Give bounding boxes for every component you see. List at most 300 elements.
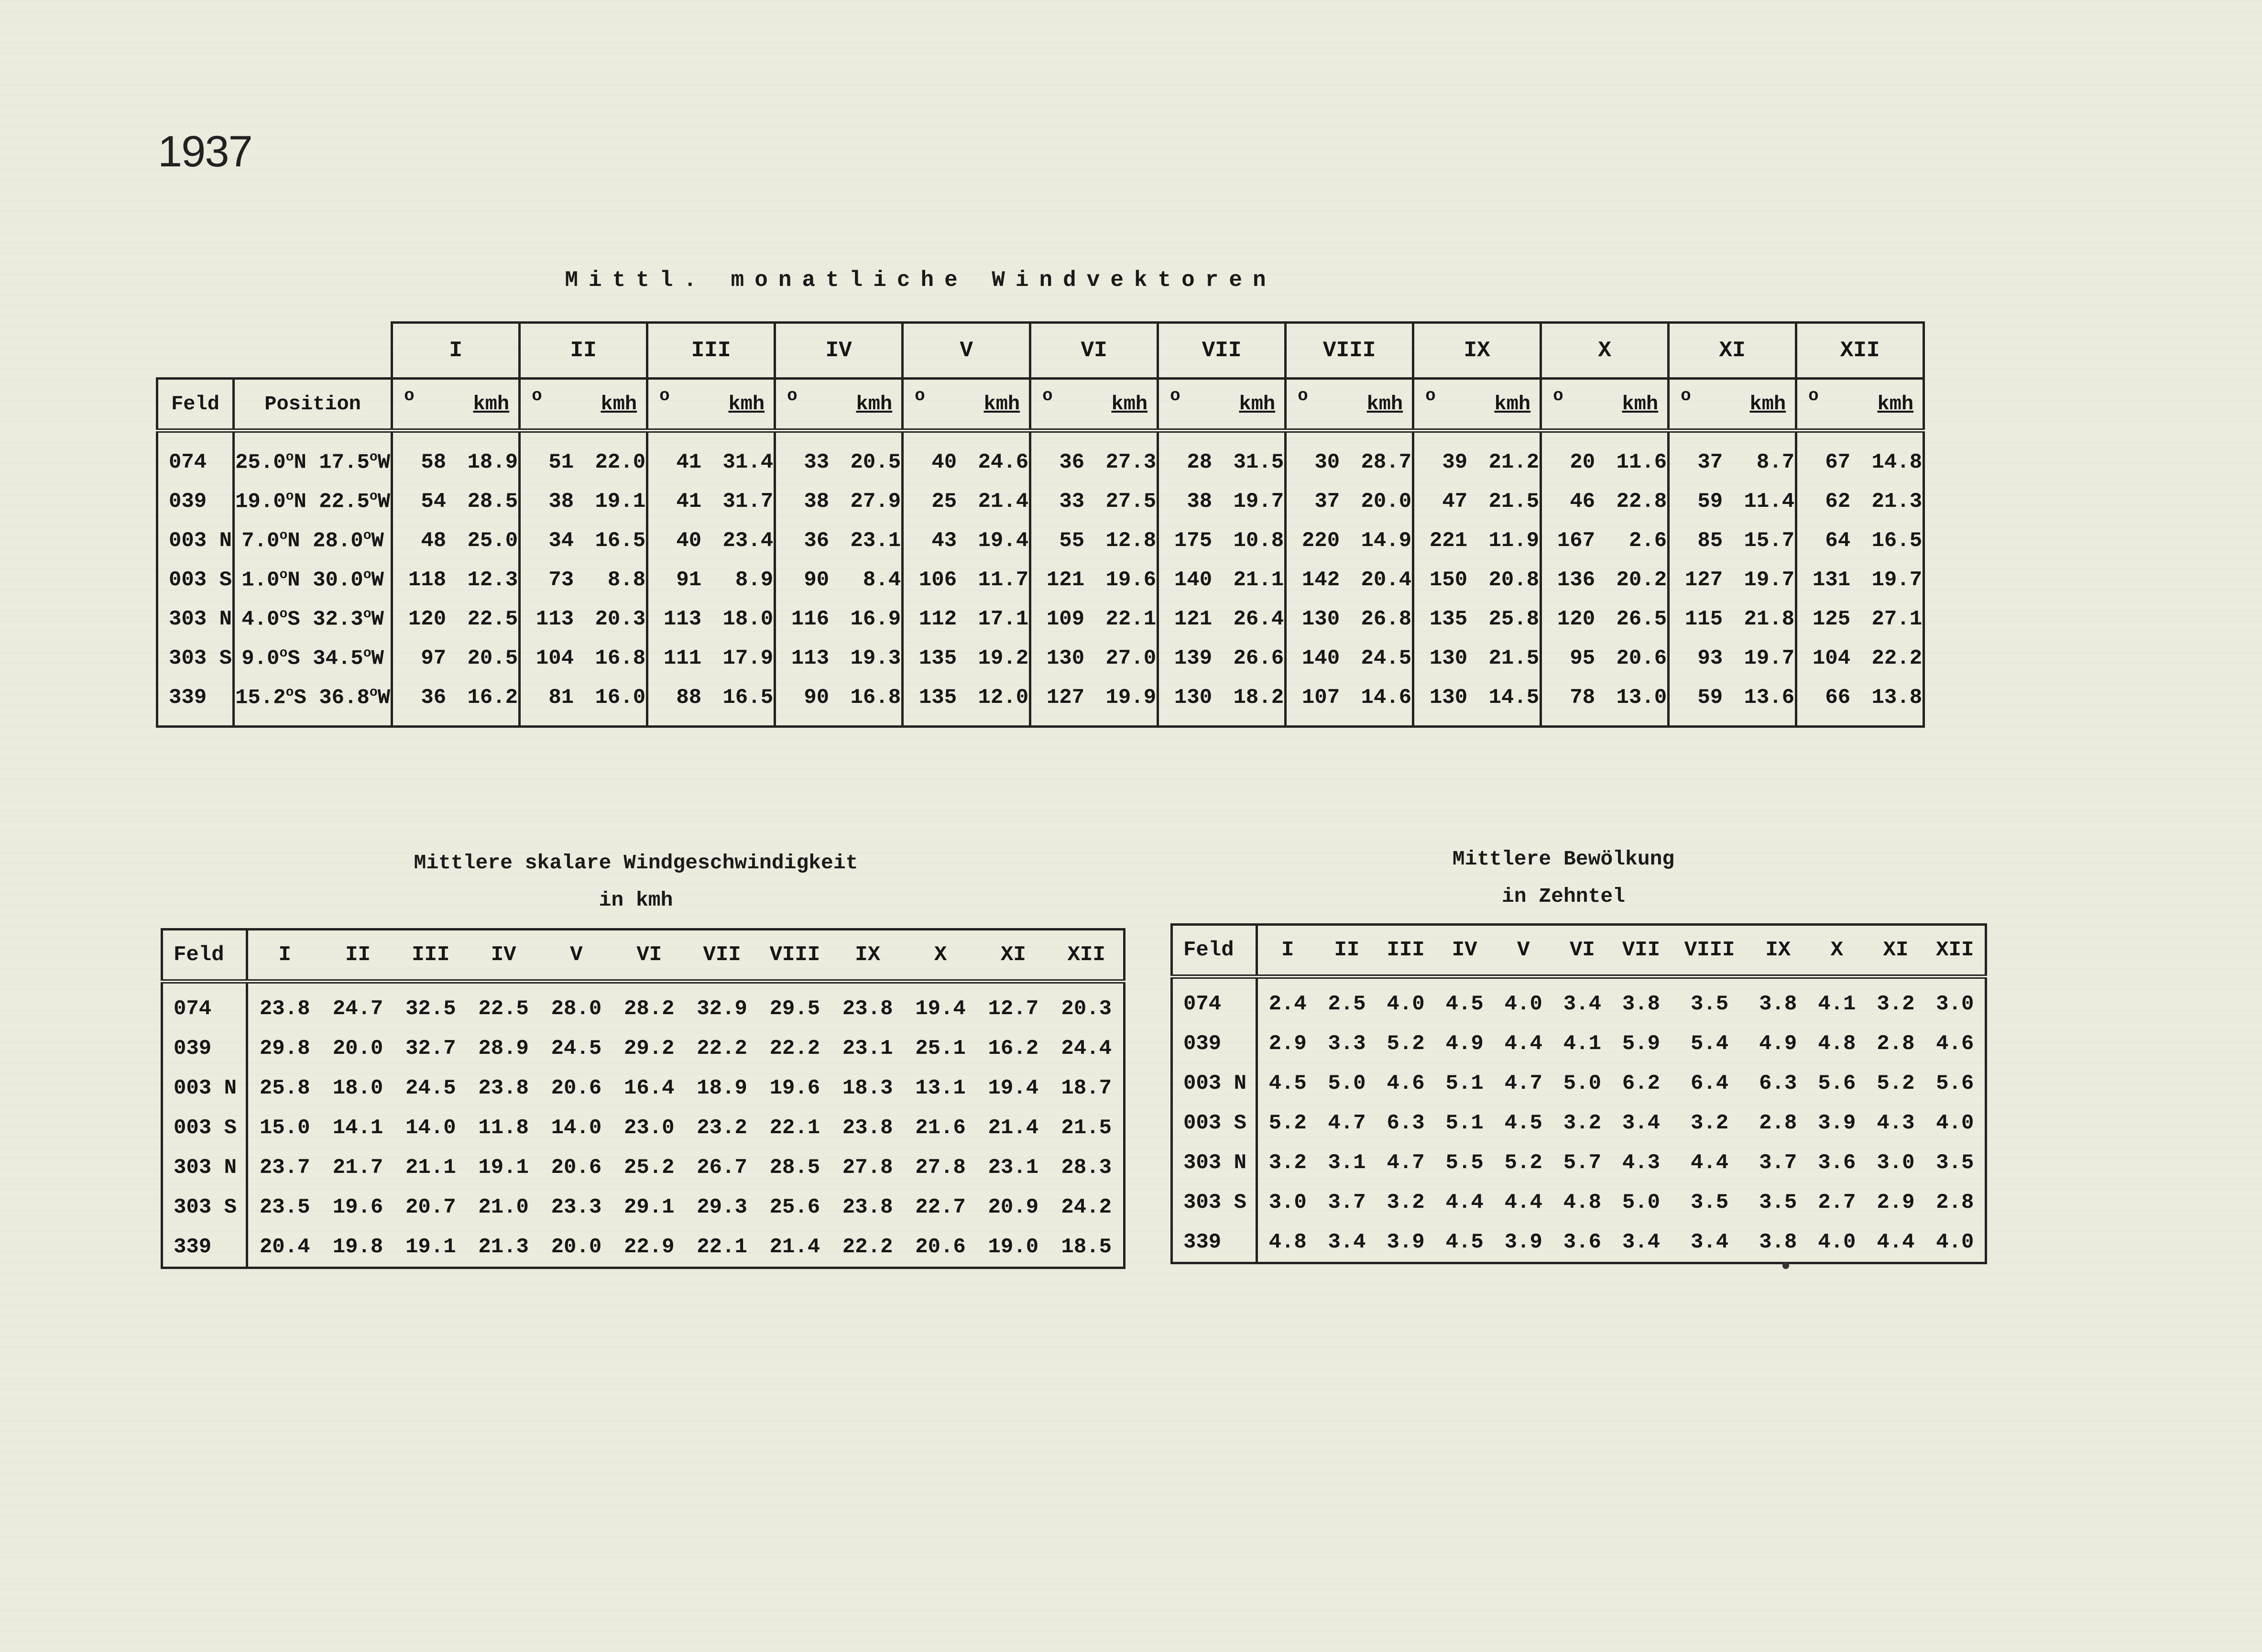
longitude: 22.5	[319, 490, 370, 514]
direction-value: 37	[1314, 490, 1340, 514]
direction-value: 37	[1697, 450, 1723, 474]
value-cell: 19.6	[332, 1195, 383, 1219]
speed-value: 21.2	[1488, 450, 1540, 474]
month-header: IV	[1435, 925, 1494, 977]
value-cell: 6.3	[1759, 1071, 1797, 1095]
speed-value: 23.1	[850, 529, 901, 553]
degree-unit: o	[1681, 386, 1691, 405]
position-cell	[234, 521, 392, 560]
direction-value: 118	[408, 568, 447, 592]
vector-cell	[903, 600, 1030, 639]
vector-value	[1287, 646, 1411, 670]
value-cell: 25.1	[915, 1036, 966, 1061]
value-cell: 3.6	[1818, 1150, 1856, 1175]
degree-unit: o	[1808, 386, 1819, 405]
direction-value: 88	[676, 686, 702, 710]
value-cell: 28.5	[769, 1155, 820, 1180]
direction-value: 54	[421, 490, 447, 514]
col-position: Position	[234, 379, 392, 431]
vector-value	[521, 529, 645, 553]
value-cell: 24.5	[551, 1036, 602, 1061]
direction-value: 116	[791, 607, 830, 631]
degree-unit: o	[404, 386, 415, 405]
vector-cell	[1413, 678, 1541, 727]
direction-value: 135	[918, 686, 957, 710]
vector-cell	[903, 482, 1030, 521]
feld-cell: 303 S	[1172, 1182, 1257, 1222]
direction-value: 127	[1684, 568, 1723, 592]
value-cell: 19.1	[405, 1235, 456, 1259]
speed-value: 14.8	[1871, 450, 1923, 474]
vector-value	[1542, 686, 1667, 710]
vector-value	[1670, 646, 1794, 670]
speed-value: 22.1	[1105, 607, 1157, 631]
vector-cell	[520, 431, 647, 482]
value-cell: 4.7	[1504, 1071, 1542, 1095]
vector-value	[904, 450, 1028, 474]
direction-value: 130	[1429, 646, 1468, 670]
table-row	[1172, 1143, 1986, 1182]
value-cell: 3.4	[1622, 1230, 1661, 1254]
position-cell	[234, 482, 392, 521]
value-cell: 3.2	[1691, 1111, 1729, 1135]
speed-value: 19.1	[595, 490, 646, 514]
cloud-title-line1: Mittlere Bewölkung	[1452, 847, 1675, 871]
vector-cell	[1030, 600, 1158, 639]
degree-unit: o	[659, 386, 670, 405]
speed-value: 16.9	[850, 607, 901, 631]
longitude: 34.5	[313, 646, 363, 671]
value-cell: 5.2	[1268, 1111, 1307, 1135]
value-cell: 20.9	[988, 1195, 1039, 1219]
vector-cell	[1796, 678, 1924, 727]
lon-hemisphere: W	[371, 607, 384, 632]
value-cell: 22.2	[697, 1036, 747, 1061]
speed-value: 14.5	[1488, 686, 1540, 710]
value-cell: 4.0	[1936, 1111, 1974, 1135]
kmh-unit: kmh	[1239, 393, 1276, 416]
vector-value	[649, 568, 773, 592]
unit-pair	[649, 386, 773, 416]
vector-cell	[392, 639, 520, 678]
lat-hemisphere: S	[287, 646, 300, 671]
table-row	[1172, 1182, 1986, 1222]
vector-value	[1798, 450, 1922, 474]
value-cell: 2.8	[1877, 1031, 1915, 1056]
value-cell: 25.8	[259, 1076, 310, 1100]
direction-value: 55	[1059, 529, 1085, 553]
speed-value: 8.8	[607, 568, 646, 592]
direction-value: 73	[548, 568, 574, 592]
table-row	[162, 1187, 1125, 1227]
speed-value: 11.6	[1616, 450, 1667, 474]
direction-value: 90	[804, 568, 830, 592]
speed-value: 17.9	[722, 646, 774, 670]
longitude: 30.0	[313, 568, 363, 592]
vector-cell	[1413, 600, 1541, 639]
value-cell: 4.9	[1759, 1031, 1797, 1056]
direction-value: 90	[804, 686, 830, 710]
month-header: VI	[1030, 323, 1158, 379]
vector-value	[1670, 490, 1794, 514]
kmh-unit: kmh	[473, 393, 510, 416]
value-cell: 3.0	[1936, 992, 1974, 1016]
speed-value: 21.3	[1871, 490, 1923, 514]
unit-header	[1541, 379, 1669, 431]
speed-value: 25.0	[467, 529, 518, 553]
latitude: 1.0	[241, 568, 280, 592]
vector-cell	[903, 560, 1030, 600]
vector-value	[776, 686, 901, 710]
speed-value: 16.8	[595, 646, 646, 670]
vector-cell	[1030, 482, 1158, 521]
direction-value: 127	[1046, 686, 1085, 710]
vector-cell	[1796, 521, 1924, 560]
vector-value	[1798, 529, 1922, 553]
vector-value	[393, 607, 518, 631]
value-cell: 18.3	[842, 1076, 893, 1100]
direction-value: 130	[1301, 607, 1340, 631]
col-feld: Feld	[162, 930, 247, 982]
value-cell: 27.8	[915, 1155, 966, 1180]
speed-value: 16.8	[850, 686, 901, 710]
lon-hemisphere: W	[371, 529, 384, 553]
vector-cell	[1030, 521, 1158, 560]
value-cell: 4.9	[1445, 1031, 1484, 1056]
vector-cell	[647, 678, 775, 727]
value-cell: 13.1	[915, 1076, 966, 1100]
speed-value: 27.5	[1105, 490, 1157, 514]
value-cell: 21.1	[405, 1155, 456, 1180]
position-cell	[234, 431, 392, 482]
month-header: V	[1494, 925, 1553, 977]
direction-value: 120	[408, 607, 447, 631]
vector-value	[1287, 686, 1411, 710]
speed-value: 21.1	[1233, 568, 1284, 592]
vector-value	[1287, 607, 1411, 631]
vector-value	[904, 607, 1028, 631]
table-row	[157, 521, 1924, 560]
degree-unit: o	[1553, 386, 1563, 405]
longitude: 17.5	[319, 450, 370, 475]
vector-value	[1798, 568, 1922, 592]
month-header: VII	[1158, 323, 1286, 379]
value-cell: 23.0	[623, 1116, 675, 1140]
value-cell: 5.1	[1445, 1111, 1484, 1135]
feld-cell: 303 N	[157, 600, 234, 639]
vector-cell	[392, 678, 520, 727]
vector-cell	[1669, 521, 1796, 560]
vector-cell	[1796, 482, 1924, 521]
degree-sign: o	[279, 528, 288, 544]
value-cell: 5.2	[1877, 1071, 1915, 1095]
value-cell: 2.9	[1877, 1190, 1915, 1214]
kmh-unit: kmh	[983, 393, 1020, 416]
degree-unit: o	[1298, 386, 1308, 405]
direction-value: 34	[548, 529, 574, 553]
value-cell: 20.6	[551, 1076, 602, 1100]
value-cell: 22.2	[842, 1235, 893, 1259]
speed-value: 13.0	[1616, 686, 1667, 710]
vector-value	[649, 646, 773, 670]
value-cell: 5.2	[1504, 1150, 1542, 1175]
value-cell: 3.9	[1387, 1230, 1425, 1254]
speed-value: 11.4	[1744, 490, 1795, 514]
value-cell: 20.4	[259, 1235, 310, 1259]
vector-value	[1415, 490, 1539, 514]
direction-value: 59	[1697, 490, 1723, 514]
value-cell: 20.6	[915, 1235, 966, 1259]
position-cell	[234, 600, 392, 639]
vector-value	[1032, 450, 1156, 474]
kmh-unit: kmh	[728, 393, 765, 416]
vector-value	[1287, 450, 1411, 474]
speed-value: 19.6	[1105, 568, 1157, 592]
kmh-unit: kmh	[1366, 393, 1403, 416]
value-cell: 3.1	[1328, 1150, 1366, 1175]
vector-value	[1798, 686, 1922, 710]
speed-value: 18.9	[467, 450, 518, 474]
speed-value: 18.0	[722, 607, 774, 631]
vector-value	[1542, 568, 1667, 592]
vector-cell	[1669, 431, 1796, 482]
value-cell: 4.5	[1268, 1071, 1307, 1095]
position-cell	[234, 560, 392, 600]
direction-value: 167	[1557, 529, 1595, 553]
unit-pair	[1670, 386, 1794, 416]
unit-pair	[776, 386, 901, 416]
vector-cell	[1030, 639, 1158, 678]
vector-cell	[1796, 431, 1924, 482]
speed-value: 14.6	[1361, 686, 1412, 710]
table-row	[157, 560, 1924, 600]
speed-value: 20.3	[595, 607, 646, 631]
degree-unit: o	[915, 386, 925, 405]
speed-table-title	[158, 844, 1114, 919]
direction-value: 109	[1046, 607, 1085, 631]
table-row	[1172, 1024, 1986, 1063]
value-cell: 24.5	[405, 1076, 456, 1100]
value-cell: 22.5	[478, 996, 529, 1021]
table-row	[157, 678, 1924, 727]
vector-value	[521, 568, 645, 592]
value-cell: 4.5	[1445, 1230, 1484, 1254]
direction-value: 125	[1812, 607, 1851, 631]
direction-value: 59	[1697, 686, 1723, 710]
vector-value	[1032, 490, 1156, 514]
header-spacer	[157, 323, 392, 379]
vector-value	[521, 646, 645, 670]
value-cell: 4.3	[1622, 1150, 1661, 1175]
unit-header	[1796, 379, 1924, 431]
value-cell: 20.0	[551, 1235, 602, 1259]
degree-sign: o	[363, 646, 372, 661]
value-cell: 2.8	[1936, 1190, 1974, 1214]
value-cell: 23.8	[842, 1116, 893, 1140]
direction-value: 104	[535, 646, 574, 670]
vector-cell	[647, 482, 775, 521]
value-cell: 23.8	[259, 996, 310, 1021]
speed-value: 13.8	[1871, 686, 1923, 710]
value-cell: 23.1	[842, 1036, 893, 1061]
degree-sign: o	[369, 489, 378, 504]
speed-value: 15.7	[1744, 529, 1795, 553]
unit-pair	[1032, 386, 1156, 416]
speed-value: 21.4	[978, 490, 1029, 514]
value-cell: 3.8	[1622, 992, 1661, 1016]
value-cell: 2.7	[1818, 1190, 1856, 1214]
table-row	[1172, 1103, 1986, 1143]
vector-cell	[1158, 560, 1286, 600]
direction-value: 41	[676, 490, 702, 514]
lon-hemisphere: W	[377, 686, 391, 710]
vector-value	[1798, 607, 1922, 631]
vector-value	[521, 686, 645, 710]
direction-value: 131	[1812, 568, 1851, 592]
table-row	[157, 600, 1924, 639]
vector-cell	[1286, 482, 1413, 521]
vector-cell	[903, 678, 1030, 727]
vector-cell	[1158, 521, 1286, 560]
unit-header	[520, 379, 647, 431]
unit-pair	[904, 386, 1028, 416]
kmh-unit: kmh	[1111, 393, 1148, 416]
month-header: V	[540, 930, 612, 982]
value-cell: 23.3	[551, 1195, 602, 1219]
vector-value	[1798, 646, 1922, 670]
speed-value: 22.5	[467, 607, 518, 631]
speed-value: 16.2	[467, 686, 518, 710]
vector-cell	[1286, 521, 1413, 560]
direction-value: 106	[918, 568, 957, 592]
feld-cell: 003 N	[1172, 1063, 1257, 1103]
vector-cell	[775, 521, 903, 560]
direction-value: 107	[1301, 686, 1340, 710]
month-header: II	[520, 323, 647, 379]
value-cell: 3.8	[1759, 992, 1797, 1016]
value-cell: 5.4	[1691, 1031, 1729, 1056]
month-header: X	[1807, 925, 1866, 977]
month-header: I	[392, 323, 520, 379]
direction-value: 95	[1570, 646, 1595, 670]
unit-pair	[1542, 386, 1667, 416]
value-cell: 5.0	[1622, 1190, 1661, 1214]
value-cell: 4.5	[1504, 1111, 1542, 1135]
kmh-unit: kmh	[1749, 393, 1786, 416]
speed-value: 19.2	[978, 646, 1029, 670]
feld-cell: 039	[157, 482, 234, 521]
speed-value: 24.6	[978, 450, 1029, 474]
vector-cell	[392, 521, 520, 560]
value-cell: 3.2	[1387, 1190, 1425, 1214]
unit-header	[392, 379, 520, 431]
vector-value	[1287, 529, 1411, 553]
latitude: 15.2	[235, 686, 286, 710]
vector-cell	[1796, 600, 1924, 639]
month-header: IV	[467, 930, 540, 982]
direction-value: 40	[931, 450, 957, 474]
vector-value	[1159, 607, 1284, 631]
kmh-unit: kmh	[1622, 393, 1659, 416]
speed-value: 12.8	[1105, 529, 1157, 553]
feld-cell: 003 S	[157, 560, 234, 600]
value-cell: 5.7	[1563, 1150, 1601, 1175]
month-header: II	[1317, 925, 1376, 977]
vector-cell	[1413, 639, 1541, 678]
speed-value: 17.1	[978, 607, 1029, 631]
direction-value: 113	[663, 607, 702, 631]
vector-cell	[647, 639, 775, 678]
feld-cell: 303 N	[162, 1148, 247, 1187]
col-feld: Feld	[157, 379, 234, 431]
value-cell: 25.2	[623, 1155, 675, 1180]
table-row	[162, 1148, 1125, 1187]
latitude: 25.0	[235, 450, 286, 475]
kmh-unit: kmh	[856, 393, 893, 416]
feld-cell: 303 N	[1172, 1143, 1257, 1182]
direction-value: 113	[791, 646, 830, 670]
value-cell: 23.8	[478, 1076, 529, 1100]
vector-cell	[647, 521, 775, 560]
speed-value: 24.5	[1361, 646, 1412, 670]
table-row	[157, 482, 1924, 521]
speed-value: 16.5	[1871, 529, 1923, 553]
value-cell: 3.5	[1936, 1150, 1974, 1175]
unit-pair	[1159, 386, 1284, 416]
cloud-cover-table	[1170, 923, 1987, 1264]
speed-value: 19.9	[1105, 686, 1157, 710]
direction-value: 115	[1684, 607, 1723, 631]
value-cell: 4.7	[1387, 1150, 1425, 1175]
feld-cell: 074	[162, 982, 247, 1029]
value-cell: 4.8	[1268, 1230, 1307, 1254]
vector-value	[776, 529, 901, 553]
vector-value	[649, 607, 773, 631]
month-header: VII	[1612, 925, 1671, 977]
value-cell: 28.2	[623, 996, 675, 1021]
value-cell: 5.1	[1445, 1071, 1484, 1095]
degree-unit: o	[1425, 386, 1436, 405]
vector-cell	[520, 600, 647, 639]
value-cell: 3.0	[1877, 1150, 1915, 1175]
speed-value: 11.9	[1488, 529, 1540, 553]
month-header: X	[1541, 323, 1669, 379]
vector-value	[1415, 529, 1539, 553]
value-cell: 3.4	[1622, 1111, 1661, 1135]
value-cell: 11.8	[478, 1116, 529, 1140]
vector-value	[1415, 450, 1539, 474]
wind-vector-table	[156, 321, 1925, 728]
vector-cell	[903, 639, 1030, 678]
direction-value: 46	[1570, 490, 1595, 514]
value-cell: 3.2	[1268, 1150, 1307, 1175]
speed-value: 21.5	[1488, 646, 1540, 670]
feld-cell: 339	[162, 1227, 247, 1268]
month-header: VI	[1553, 925, 1612, 977]
vector-cell	[520, 521, 647, 560]
speed-title-line2: in kmh	[599, 888, 673, 912]
value-cell: 4.6	[1936, 1031, 1974, 1056]
kmh-unit: kmh	[601, 393, 637, 416]
direction-value: 112	[918, 607, 957, 631]
value-cell: 14.1	[332, 1116, 383, 1140]
vector-cell	[1030, 678, 1158, 727]
month-header: XI	[1669, 323, 1796, 379]
wind-speed-table	[161, 928, 1126, 1269]
degree-sign: o	[279, 607, 288, 622]
speed-value: 10.8	[1233, 529, 1284, 553]
table-row	[157, 639, 1924, 678]
